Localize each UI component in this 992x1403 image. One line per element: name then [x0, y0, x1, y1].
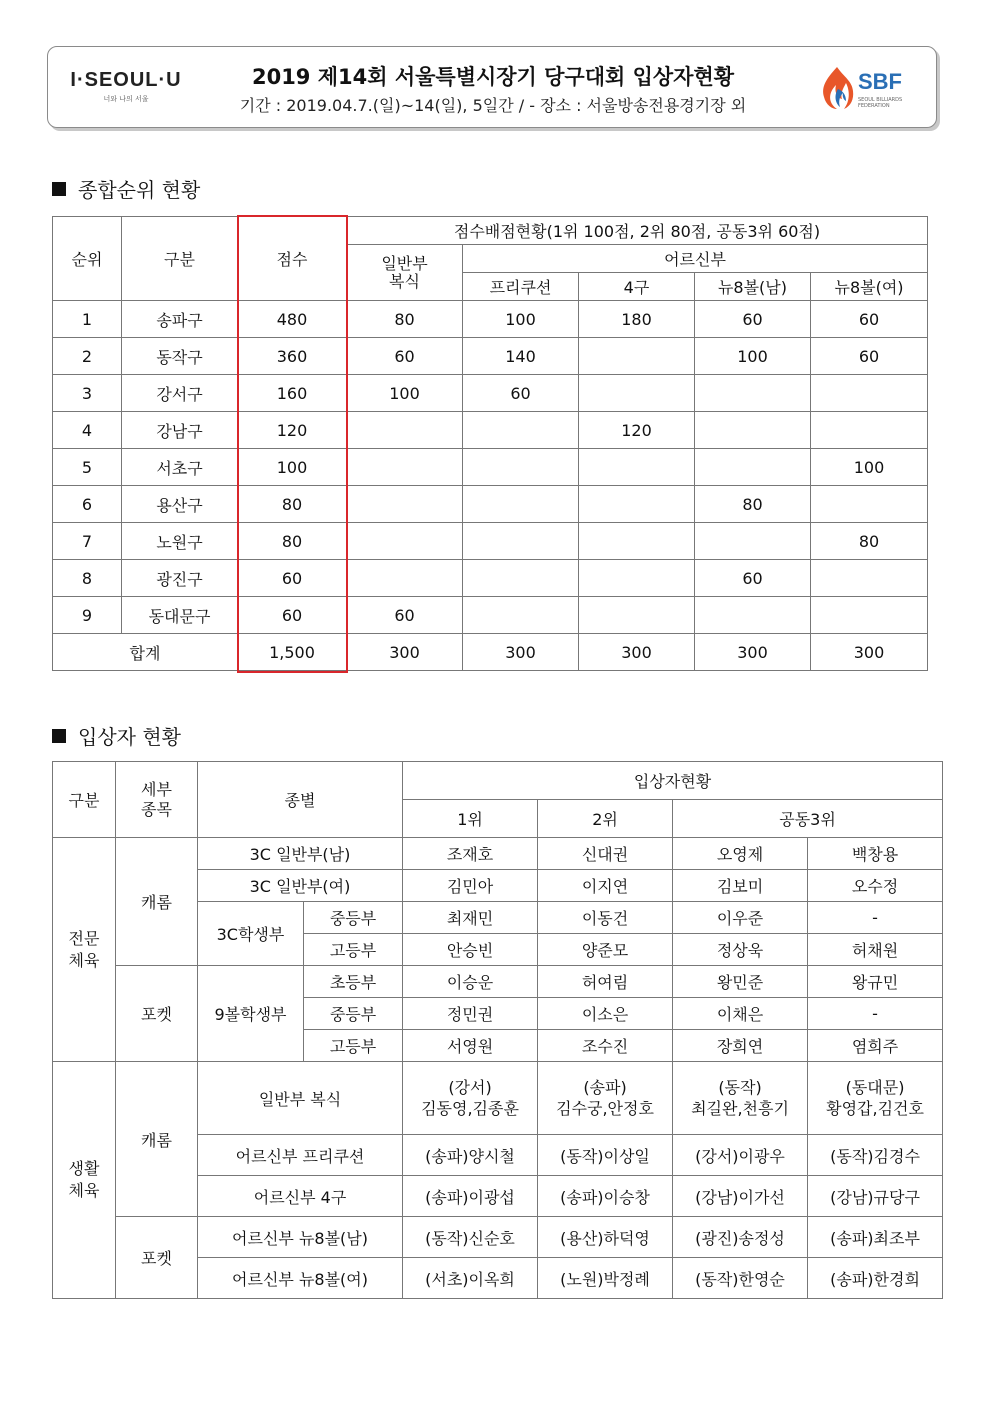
score-cell: 120 [238, 412, 347, 449]
third-cell: 장희연 [673, 1030, 808, 1062]
total-row [53, 634, 928, 671]
third-cell: 왕규민 [808, 966, 943, 998]
table-row [53, 301, 928, 338]
sub-event-carom: 캐롬 [116, 838, 198, 966]
n8m-cell: 100 [695, 338, 811, 375]
third-cell: 오영제 [673, 838, 808, 870]
header-rank: 순위 [53, 217, 122, 301]
free-cell: 100 [463, 301, 579, 338]
total-n8f: 300 [811, 634, 928, 671]
second-cell: (노원)박정례 [538, 1258, 673, 1299]
four-cell [579, 449, 695, 486]
sbf-flame-icon [818, 65, 856, 111]
event-cell: 초등부 [304, 966, 403, 998]
team-name: (강서) [448, 1078, 492, 1097]
seoul-logo [66, 69, 186, 104]
sbf-logo-subtext: SEOUL BILLIARDS FEDERATION [858, 97, 903, 109]
rank-cell: 4 [53, 412, 122, 449]
district-cell: 노원구 [122, 523, 238, 560]
n8f-cell: 100 [811, 449, 928, 486]
free-cell [463, 560, 579, 597]
table-row [53, 560, 928, 597]
district-cell: 광진구 [122, 560, 238, 597]
event-cell: 고등부 [304, 1030, 403, 1062]
seoul-logo-text: I·SEOUL·U [70, 69, 182, 91]
n8f-cell [811, 412, 928, 449]
general-cell [347, 560, 463, 597]
table-row [53, 449, 928, 486]
first-cell: 안승빈 [403, 934, 538, 966]
square-bullet-icon [52, 729, 66, 743]
header-score: 점수 [238, 217, 347, 301]
rank-cell: 1 [53, 301, 122, 338]
rank-cell: 8 [53, 560, 122, 597]
header-new8-women: 뉴8볼(여) [811, 273, 928, 301]
third-cell: 백창용 [808, 838, 943, 870]
rank-cell: 5 [53, 449, 122, 486]
district-cell: 동작구 [122, 338, 238, 375]
sbf-logo [818, 65, 928, 113]
second-cell: 허여림 [538, 966, 673, 998]
header-box [47, 46, 937, 128]
n8f-cell [811, 560, 928, 597]
general-cell [347, 523, 463, 560]
sub-event-pocket: 포켓 [116, 966, 198, 1062]
district-cell: 용산구 [122, 486, 238, 523]
second-cell: 이소은 [538, 998, 673, 1030]
four-cell [579, 597, 695, 634]
district-cell: 강서구 [122, 375, 238, 412]
free-cell [463, 486, 579, 523]
score-cell: 60 [238, 560, 347, 597]
score-cell: 480 [238, 301, 347, 338]
district-cell: 강남구 [122, 412, 238, 449]
event-cell: 중등부 [304, 902, 403, 934]
rank-cell: 6 [53, 486, 122, 523]
third-cell: (동작)김경수 [808, 1135, 943, 1176]
general-cell: 100 [347, 375, 463, 412]
table-row [53, 486, 928, 523]
ranking-table [52, 216, 928, 671]
first-cell: 조재호 [403, 838, 538, 870]
third-cell: 오수정 [808, 870, 943, 902]
table-row [53, 338, 928, 375]
n8m-cell: 60 [695, 560, 811, 597]
category-life [53, 1062, 116, 1299]
four-cell: 120 [579, 412, 695, 449]
third-cell: - [808, 998, 943, 1030]
n8m-cell [695, 523, 811, 560]
header-new8-men: 뉴8볼(남) [695, 273, 811, 301]
event-cell: 고등부 [304, 934, 403, 966]
n8f-cell: 80 [811, 523, 928, 560]
third-cell: (강서)이광우 [673, 1135, 808, 1176]
third-cell: (송파)최조부 [808, 1217, 943, 1258]
n8f-cell: 60 [811, 301, 928, 338]
score-cell: 100 [238, 449, 347, 486]
page-title: 2019 제14회 서울특별시장기 당구대회 입상자현황 [251, 65, 735, 89]
free-cell: 60 [463, 375, 579, 412]
header-first: 1위 [403, 800, 538, 838]
team-name: (동대문) [845, 1078, 905, 1097]
third-cell: 허채원 [808, 934, 943, 966]
category-pro-label: 전문 체육 [68, 928, 100, 970]
first-cell [403, 1062, 538, 1135]
player-names: 황영갑,김건호 [826, 1099, 924, 1118]
third-cell: (동작)한영순 [673, 1258, 808, 1299]
header-district: 구분 [122, 217, 238, 301]
general-cell [347, 449, 463, 486]
header-freecushion: 프리쿠션 [463, 273, 579, 301]
four-cell [579, 375, 695, 412]
rank-cell: 3 [53, 375, 122, 412]
rank-cell: 9 [53, 597, 122, 634]
category-life-label: 생활 체육 [68, 1159, 100, 1200]
table-row [53, 412, 928, 449]
header-sub-event-label: 세부 종목 [141, 779, 172, 819]
score-cell: 160 [238, 375, 347, 412]
third-cell: - [808, 902, 943, 934]
header-senior: 어르신부 [463, 245, 928, 273]
third-cell: 이채은 [673, 998, 808, 1030]
general-cell: 60 [347, 338, 463, 375]
team-name: (동작) [718, 1078, 762, 1097]
score-cell: 80 [238, 523, 347, 560]
sub-event-carom: 캐롬 [116, 1062, 198, 1217]
free-cell [463, 449, 579, 486]
table-row [53, 966, 943, 998]
rank-cell: 2 [53, 338, 122, 375]
second-cell: (동작)이상일 [538, 1135, 673, 1176]
third-cell: 정상욱 [673, 934, 808, 966]
four-cell [579, 486, 695, 523]
event-student-9ball: 9볼학생부 [198, 966, 304, 1062]
four-cell [579, 338, 695, 375]
table-row [53, 1062, 943, 1135]
event-student-3c: 3C학생부 [198, 902, 304, 966]
total-n8m: 300 [695, 634, 811, 671]
n8f-cell [811, 486, 928, 523]
free-cell [463, 523, 579, 560]
third-cell: (광진)송정성 [673, 1217, 808, 1258]
event-cell: 어르신부 프리쿠션 [198, 1135, 403, 1176]
third-cell: 염희주 [808, 1030, 943, 1062]
district-cell: 서초구 [122, 449, 238, 486]
header-second: 2위 [538, 800, 673, 838]
event-cell: 어르신부 4구 [198, 1176, 403, 1217]
table-row [53, 523, 928, 560]
second-cell: 조수진 [538, 1030, 673, 1062]
second-cell [538, 1062, 673, 1135]
rank-cell: 7 [53, 523, 122, 560]
free-cell [463, 597, 579, 634]
header-sub-event [116, 762, 198, 838]
total-free: 300 [463, 634, 579, 671]
table-row [53, 597, 928, 634]
four-cell: 180 [579, 301, 695, 338]
winners-section-title [52, 721, 181, 750]
second-cell: 이지연 [538, 870, 673, 902]
n8f-cell [811, 375, 928, 412]
sbf-logo-text: SBF [858, 69, 902, 94]
total-general: 300 [347, 634, 463, 671]
header-third: 공동3위 [673, 800, 943, 838]
sub-event-pocket: 포켓 [116, 1217, 198, 1299]
n8f-cell: 60 [811, 338, 928, 375]
third-cell [673, 1062, 808, 1135]
first-cell: 정민권 [403, 998, 538, 1030]
general-cell: 60 [347, 597, 463, 634]
third-cell: (강남)이가선 [673, 1176, 808, 1217]
header-status: 입상자현황 [403, 762, 943, 800]
first-cell: (송파)양시철 [403, 1135, 538, 1176]
header-distribution: 점수배점현황(1위 100점, 2위 80점, 공동3위 60점) [347, 217, 928, 245]
table-row [53, 838, 943, 870]
n8m-cell: 60 [695, 301, 811, 338]
third-cell: (강남)규당구 [808, 1176, 943, 1217]
header-event: 종별 [198, 762, 403, 838]
event-cell: 일반부 복식 [198, 1062, 403, 1135]
n8m-cell [695, 375, 811, 412]
table-row [53, 1217, 943, 1258]
third-cell: 이우준 [673, 902, 808, 934]
ranking-section-title [52, 174, 200, 203]
winners-section-label: 입상자 현황 [78, 725, 181, 749]
event-cell: 3C 일반부(남) [198, 838, 403, 870]
general-cell: 80 [347, 301, 463, 338]
district-cell: 동대문구 [122, 597, 238, 634]
total-label: 합계 [53, 634, 238, 671]
ranking-section-label: 종합순위 현황 [78, 178, 201, 202]
first-cell: 이승운 [403, 966, 538, 998]
first-cell: 김민아 [403, 870, 538, 902]
third-cell: 김보미 [673, 870, 808, 902]
free-cell: 140 [463, 338, 579, 375]
n8m-cell [695, 449, 811, 486]
header-category: 구분 [53, 762, 116, 838]
first-cell: (송파)이광섭 [403, 1176, 538, 1217]
third-cell: (송파)한경희 [808, 1258, 943, 1299]
second-cell: (용산)하덕영 [538, 1217, 673, 1258]
category-pro [53, 838, 116, 1062]
second-cell: (송파)이승창 [538, 1176, 673, 1217]
player-names: 최길완,천흥기 [691, 1099, 789, 1118]
first-cell: 최재민 [403, 902, 538, 934]
square-bullet-icon [52, 182, 66, 196]
score-cell: 60 [238, 597, 347, 634]
four-cell [579, 560, 695, 597]
header-four-ball: 4구 [579, 273, 695, 301]
third-cell: 왕민준 [673, 966, 808, 998]
general-cell [347, 412, 463, 449]
header-general-doubles [347, 245, 463, 301]
team-name: (송파) [583, 1078, 627, 1097]
event-cell: 어르신부 뉴8볼(남) [198, 1217, 403, 1258]
second-cell: 신대권 [538, 838, 673, 870]
first-cell: (서초)이옥희 [403, 1258, 538, 1299]
second-cell: 이동건 [538, 902, 673, 934]
third-cell [808, 1062, 943, 1135]
free-cell [463, 412, 579, 449]
score-cell: 360 [238, 338, 347, 375]
header-general-doubles-label: 일반부 복식 [381, 253, 428, 291]
player-names: 김수궁,안정호 [556, 1099, 654, 1118]
total-score: 1,500 [238, 634, 347, 671]
n8f-cell [811, 597, 928, 634]
score-cell: 80 [238, 486, 347, 523]
four-cell [579, 523, 695, 560]
event-cell: 중등부 [304, 998, 403, 1030]
seoul-logo-subtext: 너와 나의 서울 [103, 95, 149, 103]
total-four: 300 [579, 634, 695, 671]
second-cell: 양준모 [538, 934, 673, 966]
event-cell: 3C 일반부(여) [198, 870, 403, 902]
first-cell: 서영원 [403, 1030, 538, 1062]
general-cell [347, 486, 463, 523]
table-row [53, 375, 928, 412]
n8m-cell [695, 597, 811, 634]
n8m-cell [695, 412, 811, 449]
page-subtitle: 기간 : 2019.04.7.(일)~14(일), 5일간 / - 장소 : 서울방송전용경기장 외 [239, 96, 747, 115]
player-names: 김동영,김종훈 [421, 1099, 519, 1118]
n8m-cell: 80 [695, 486, 811, 523]
winners-table [52, 761, 943, 1299]
event-cell: 어르신부 뉴8볼(여) [198, 1258, 403, 1299]
district-cell: 송파구 [122, 301, 238, 338]
first-cell: (동작)신순호 [403, 1217, 538, 1258]
